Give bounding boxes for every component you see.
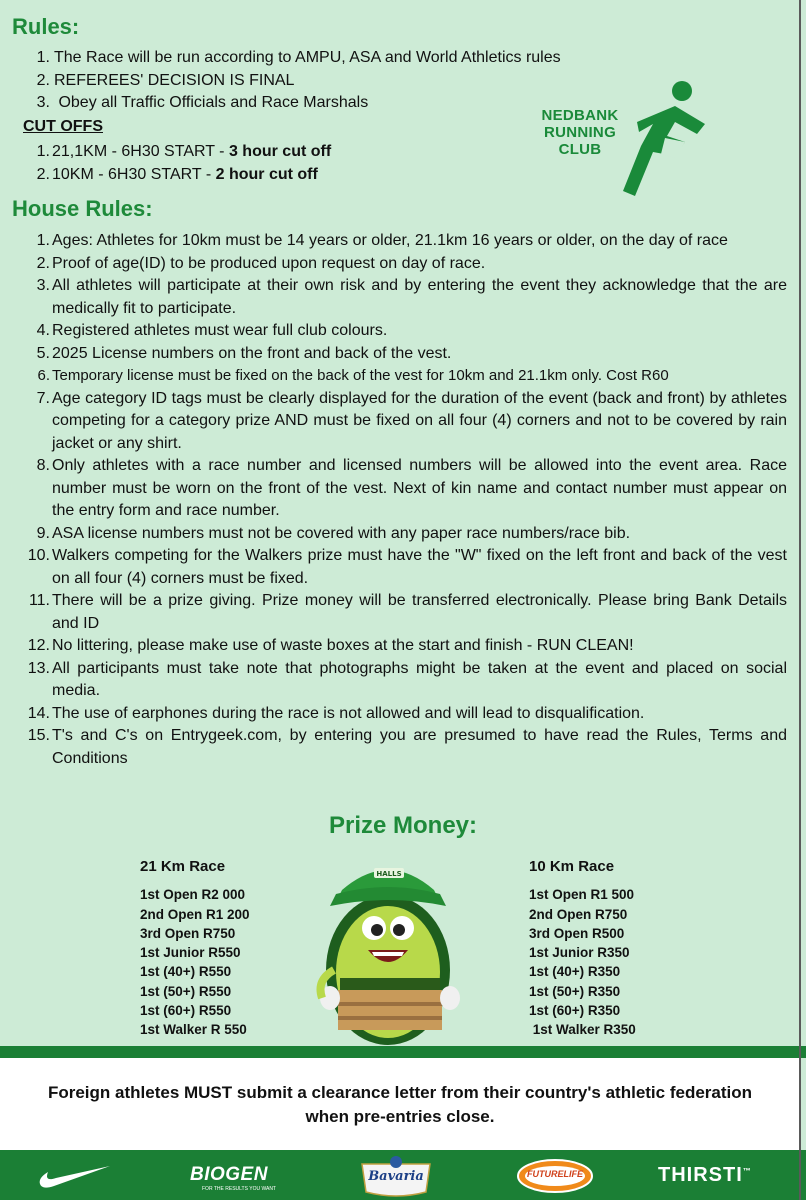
list-item: 1. Ages: Athletes for 10km must be 14 years or older, 21.1km 16 years or older, on the day of race [36,232,728,249]
futurelife-logo: FUTURELIFE [527,1169,583,1179]
list-item: 7. Age category ID tags must be clearly displayed for the duration of the event (back and front) by athletes competing for a category prize AND must be fixed on all four (4) corners and not to be covered by rain jacket or any shirt. [36,389,787,452]
prize-line: 1st (40+) R550 [140,964,232,980]
sponsor-band [0,1150,806,1200]
prize-line: 2nd Open R1 200 [140,906,250,922]
cutoffs-title: CUT OFFS [23,118,103,135]
house-rules-heading: House Rules: [12,196,153,221]
list-item: 4. Registered athletes must wear full club colours. [36,322,388,339]
prize-line: 3rd Open R500 [529,925,625,941]
house-rules-list [27,230,787,770]
race-21km-prizes [140,857,250,1040]
cap-text: HALLS [376,870,402,878]
list-item: 3. All athletes will participate at their own risk and by entering the event they acknowledge that the are medically fit to participate. [36,277,787,317]
list-item: 11. There will be a prize giving. Prize money will be transferred electronically. Please bring Bank Details and ID [28,592,787,632]
bavaria-logo: Bavaria [368,1169,424,1184]
prize-line: 1st Walker R 550 [140,1022,247,1038]
biogen-logo: BIOGEN [190,1164,268,1185]
list-item: 12. No littering, please make use of waste boxes at the start and finish - RUN CLEAN! [27,637,634,654]
prize-line: 2nd Open R750 [529,906,628,922]
list-item: 9. ASA license numbers must not be covered with any paper race numbers/race bib. [36,524,631,542]
list-item: 1. The Race will be run according to AMPU, ASA and World Athletics rules [36,49,561,66]
list-item: 2. Proof of age(ID) to be produced upon request on day of race. [36,254,486,272]
prize-line: 1st Junior R350 [529,945,630,961]
page-edge-line [799,0,801,1200]
biogen-tagline: FOR THE RESULTS YOU WANT [202,1186,276,1192]
prize-line: 1st (60+) R350 [529,1003,621,1019]
runner-logo-icon [525,76,715,201]
race-21km-heading: 21 Km Race [140,858,226,875]
green-divider [0,1046,806,1058]
prize-line: 1st Open R2 000 [140,887,246,903]
list-item: 5. 2025 License numbers on the front and back of the vest. [36,344,452,362]
prize-line: 1st (50+) R350 [529,983,621,999]
list-item: 2. REFEREES' DECISION IS FINAL [36,71,295,89]
cutoffs-list [32,141,512,186]
thirsti-logo: THIRSTI™ [658,1164,752,1186]
prize-line: 1st Walker R350 [529,1022,636,1038]
race-10km-heading: 10 Km Race [529,858,615,875]
avocado-mascot-icon [300,850,475,1045]
prize-money-title: Prize Money: [328,812,478,839]
foreign-athletes-notice: Foreign athletes MUST submit a clearance letter from their country's athletic federation when pre-entries close. [47,1083,753,1126]
club-logo-text: NEDBANK RUNNING CLUB [541,107,619,158]
list-item: 14. The use of earphones during the race is not allowed and will lead to disqualification. [27,704,645,722]
list-item: 15. T's and C's on Entrygeek.com, by entering you are presumed to have read the Rules, Terms and Conditions [27,727,787,767]
list-item: 10. Walkers competing for the Walkers prize must have the "W" fixed on the left front and back of the vest on all four (4) corners must be fixed. [27,547,787,587]
prize-line: 1st (40+) R350 [529,964,621,980]
prize-line: 1st (60+) R550 [140,1003,232,1019]
prize-line: 1st Open R1 500 [529,887,635,903]
rules-heading: Rules: [12,14,80,39]
list-item: 13. All participants must take note that photographs might be taken at the event and placed on social media. [27,659,787,699]
list-item: 8. Only athletes with a race number and licensed numbers will be allowed into the event area. Race number must be worn on the front of the vest. Next of kin name and contact number must appear on the entry form and race number. [36,457,787,519]
prize-line: 1st (50+) R550 [140,983,232,999]
nike-swoosh-icon [38,1164,112,1190]
list-item: 2. 10KM - 6H30 START - 2 hour cut off [36,165,318,183]
prize-line: 3rd Open R750 [140,925,236,941]
list-item: 3. Obey all Traffic Officials and Race Marshals [36,94,369,111]
list-item: 1. 21,1KM - 6H30 START - 3 hour cut off [36,143,332,160]
list-item: 6. Temporary license must be fixed on the back of the vest for 10km and 21.1km only. Cost R60 [37,367,669,384]
prize-line: 1st Junior R550 [140,945,241,961]
race-10km-prizes [529,857,636,1040]
